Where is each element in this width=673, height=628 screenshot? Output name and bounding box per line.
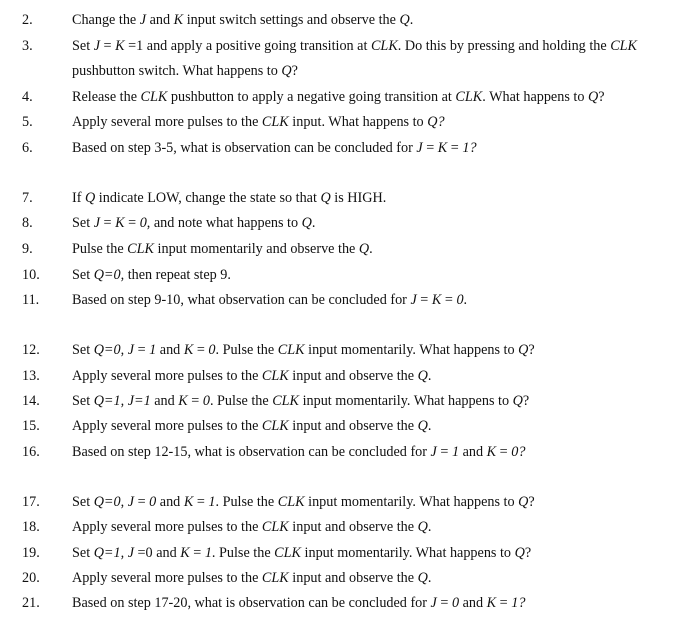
step-text-line <box>72 364 668 389</box>
text-run: input switch settings and observe the <box>183 12 400 28</box>
italic-symbol: K <box>437 140 448 156</box>
italic-symbol: J <box>410 292 417 308</box>
italic-symbol: Q? <box>427 114 445 130</box>
italic-symbol: CLK <box>127 241 154 257</box>
step-text <box>72 566 668 591</box>
italic-symbol: 1 <box>149 342 157 358</box>
italic-symbol: K <box>180 545 190 561</box>
italic-symbol: 1 <box>451 444 460 460</box>
text-run: ? <box>528 494 535 510</box>
step-text <box>72 541 668 566</box>
step-text <box>72 288 668 313</box>
italic-symbol: K <box>431 292 442 308</box>
text-run: . Pulse the <box>215 494 278 510</box>
italic-symbol: J <box>430 444 437 460</box>
text-run: Change the <box>72 12 140 28</box>
text-run: and <box>156 342 184 358</box>
step-number: 5. <box>22 114 33 130</box>
italic-symbol: Q=1, J <box>93 545 134 561</box>
italic-symbol: Q=0, <box>93 267 125 283</box>
text-run: ? <box>522 393 530 409</box>
step-number: 18. <box>22 519 40 535</box>
text-run: . <box>409 12 414 28</box>
italic-symbol: Q <box>587 89 599 105</box>
text-run: input momentarily. What happens to <box>301 545 515 561</box>
text-run: and <box>156 494 184 510</box>
text-run: ? <box>528 342 535 358</box>
text-run: . Pulse the <box>209 393 273 409</box>
text-run: Apply several more pulses to the <box>72 418 262 434</box>
text-run: = <box>496 444 512 460</box>
text-run: Based on step 12-15, what is observation can be concluded for <box>72 444 431 460</box>
step-text-line <box>72 591 668 616</box>
text-run: Apply several more pulses to the <box>72 368 262 384</box>
step-text <box>72 338 668 363</box>
text-run: input momentarily and observe the <box>154 241 359 257</box>
step-number: 17. <box>22 494 40 510</box>
step-text-line <box>72 541 668 566</box>
text-run: Set <box>72 267 94 283</box>
text-run: , <box>120 342 128 358</box>
italic-symbol: K <box>115 38 125 54</box>
italic-symbol: 1 <box>208 494 216 510</box>
italic-symbol: 1? <box>511 595 526 611</box>
step-text-line <box>72 59 668 84</box>
text-run: pushbutton switch. What happens to <box>72 63 282 79</box>
step-number: 12. <box>22 342 40 358</box>
text-run: . Pulse the <box>215 342 278 358</box>
text-run: = <box>436 595 452 611</box>
italic-symbol: Q <box>301 215 312 231</box>
step-text <box>72 136 668 161</box>
text-run: Set <box>72 494 94 510</box>
step-text-line <box>72 186 668 211</box>
italic-symbol: J <box>93 38 100 54</box>
text-run: ? <box>598 89 605 105</box>
italic-symbol: Q <box>281 63 292 79</box>
text-run: indicate LOW, change the state so that <box>95 190 321 206</box>
text-run: = <box>496 595 512 611</box>
italic-symbol: Q <box>417 368 428 384</box>
text-run: and <box>146 12 174 28</box>
text-run: = <box>441 292 457 308</box>
step-number: 16. <box>22 444 40 460</box>
text-run: = <box>100 38 116 54</box>
text-run: Set <box>72 545 94 561</box>
italic-symbol: 0 <box>139 215 147 231</box>
text-run: . <box>427 418 432 434</box>
text-run: pushbutton to apply a negative going transition at <box>167 89 456 105</box>
italic-symbol: Q=0 <box>93 494 121 510</box>
text-run: . <box>369 241 373 257</box>
step-text <box>72 414 668 439</box>
text-run: = <box>187 393 203 409</box>
text-run: ? <box>291 63 298 79</box>
text-run: . <box>311 215 316 231</box>
italic-symbol: CLK <box>455 89 483 105</box>
step-text-line <box>72 8 668 33</box>
italic-symbol: Q <box>518 494 529 510</box>
text-run: . <box>427 519 432 535</box>
text-run: = <box>447 140 463 156</box>
step-text <box>72 211 668 236</box>
text-run: is HIGH. <box>330 190 387 206</box>
italic-symbol: K <box>183 342 194 358</box>
text-run: , <box>120 494 128 510</box>
italic-symbol: J <box>416 140 423 156</box>
italic-symbol: CLK <box>277 494 305 510</box>
italic-symbol: Q <box>85 190 96 206</box>
step-text-line <box>72 389 668 414</box>
text-run: , and note what happens to <box>146 215 302 231</box>
step-text <box>72 85 668 110</box>
step-text-line <box>72 136 668 161</box>
italic-symbol: CLK <box>261 114 289 130</box>
step-text-line <box>72 263 668 288</box>
italic-symbol: CLK <box>272 393 300 409</box>
text-run: Set <box>72 215 94 231</box>
step-text <box>72 389 668 414</box>
step-number: 15. <box>22 418 40 434</box>
italic-symbol: K <box>178 393 188 409</box>
step-text-line <box>72 85 668 110</box>
italic-symbol: CLK <box>610 38 638 54</box>
step-number: 7. <box>22 190 33 206</box>
italic-symbol: 0? <box>511 444 526 460</box>
step-text-line <box>72 515 668 540</box>
italic-symbol: 0 <box>456 292 464 308</box>
step-number: 10. <box>22 267 40 283</box>
step-text-line <box>72 490 668 515</box>
text-run: = <box>193 494 209 510</box>
italic-symbol: J <box>127 494 135 510</box>
step-text-line <box>72 414 668 439</box>
step-number: 21. <box>22 595 40 611</box>
italic-symbol: Q <box>512 393 523 409</box>
text-run: input momentarily. What happens to <box>304 342 519 358</box>
text-run: . Do this by pressing and holding the <box>397 38 611 54</box>
italic-symbol: K <box>173 12 184 28</box>
text-run: input momentarily. What happens to <box>304 494 519 510</box>
italic-symbol: J <box>139 12 147 28</box>
italic-symbol: CLK <box>261 368 289 384</box>
step-text-line <box>72 338 668 363</box>
step-text-line <box>72 440 668 465</box>
text-run: Based on step 3-5, what is observation can be concluded for <box>72 140 417 156</box>
text-run: . <box>427 368 432 384</box>
step-number: 4. <box>22 89 33 105</box>
italic-symbol: Q <box>514 545 525 561</box>
italic-symbol: CLK <box>370 38 398 54</box>
italic-symbol: CLK <box>261 519 289 535</box>
step-text-line <box>72 211 668 236</box>
step-text <box>72 515 668 540</box>
text-run: Set <box>72 393 94 409</box>
step-number: 8. <box>22 215 33 231</box>
text-run: and <box>459 444 487 460</box>
text-run: input and observe the <box>288 519 418 535</box>
italic-symbol: Q <box>358 241 370 257</box>
italic-symbol: 0 <box>451 595 460 611</box>
step-number: 11. <box>22 292 40 308</box>
step-text <box>72 34 668 84</box>
text-run: and <box>150 393 179 409</box>
step-number: 2. <box>22 12 33 28</box>
text-run: Set <box>72 38 94 54</box>
text-run: Based on step 17-20, what is observation can be concluded for <box>72 595 431 611</box>
italic-symbol: Q <box>417 519 428 535</box>
text-run: Release the <box>72 89 141 105</box>
step-text <box>72 263 668 288</box>
italic-symbol: CLK <box>140 89 168 105</box>
text-run: = <box>416 292 432 308</box>
text-run: input. What happens to <box>288 114 428 130</box>
text-run: = <box>422 140 438 156</box>
step-text <box>72 440 668 465</box>
italic-symbol: CLK <box>274 545 301 561</box>
text-run: input and observe the <box>288 418 418 434</box>
text-run: = <box>124 215 140 231</box>
text-run: input and observe the <box>288 368 418 384</box>
italic-symbol: 1? <box>462 140 477 156</box>
step-text <box>72 591 668 616</box>
text-run: Pulse the <box>72 241 128 257</box>
italic-symbol: 0 <box>202 393 210 409</box>
italic-symbol: K <box>183 494 194 510</box>
text-run: input and observe the <box>288 570 418 586</box>
italic-symbol: Q <box>417 570 428 586</box>
text-run: input momentarily. What happens to <box>299 393 513 409</box>
step-text <box>72 110 668 135</box>
italic-symbol: CLK <box>261 570 289 586</box>
text-run: Set <box>72 342 94 358</box>
text-run: . <box>463 292 468 308</box>
step-text-line <box>72 288 668 313</box>
step-number: 20. <box>22 570 40 586</box>
step-text <box>72 237 668 262</box>
italic-symbol: J <box>127 342 135 358</box>
text-run: = <box>193 342 209 358</box>
text-run: . <box>427 570 432 586</box>
text-run: =1 and apply a positive going transition at <box>124 38 371 54</box>
step-number: 3. <box>22 38 33 54</box>
step-text <box>72 8 668 33</box>
step-text <box>72 364 668 389</box>
italic-symbol: Q <box>320 190 331 206</box>
text-run: Apply several more pulses to the <box>72 519 262 535</box>
italic-symbol: J <box>430 595 437 611</box>
text-run: = <box>134 494 150 510</box>
text-run: = <box>189 545 205 561</box>
step-number: 6. <box>22 140 33 156</box>
text-run: = <box>436 444 452 460</box>
step-number: 19. <box>22 545 40 561</box>
italic-symbol: 0 <box>208 342 216 358</box>
text-run: . Pulse the <box>211 545 275 561</box>
text-run: Apply several more pulses to the <box>72 570 262 586</box>
italic-symbol: Q <box>417 418 428 434</box>
text-run: If <box>72 190 85 206</box>
text-run: =0 and <box>134 545 181 561</box>
text-run: = <box>100 215 116 231</box>
text-run: and <box>459 595 487 611</box>
italic-symbol: CLK <box>277 342 305 358</box>
italic-symbol: Q=1, J=1 <box>93 393 151 409</box>
italic-symbol: K <box>486 444 497 460</box>
text-run: then repeat step 9. <box>124 267 231 283</box>
text-run: Apply several more pulses to the <box>72 114 262 130</box>
text-run: Based on step 9-10, what observation can be concluded for <box>72 292 411 308</box>
italic-symbol: K <box>115 215 125 231</box>
text-run: ? <box>524 545 532 561</box>
italic-symbol: J <box>93 215 100 231</box>
italic-symbol: CLK <box>261 418 289 434</box>
italic-symbol: Q <box>518 342 529 358</box>
step-text-line <box>72 237 668 262</box>
step-text-line <box>72 110 668 135</box>
text-run: = <box>134 342 150 358</box>
text-run: . What happens to <box>482 89 588 105</box>
italic-symbol: 1 <box>204 545 212 561</box>
step-text-line <box>72 566 668 591</box>
step-text <box>72 186 668 211</box>
step-number: 14. <box>22 393 40 409</box>
italic-symbol: K <box>486 595 497 611</box>
step-number: 13. <box>22 368 40 384</box>
italic-symbol: 0 <box>149 494 157 510</box>
step-number: 9. <box>22 241 33 257</box>
step-text <box>72 490 668 515</box>
italic-symbol: Q=0 <box>93 342 121 358</box>
italic-symbol: Q <box>399 12 410 28</box>
step-text-line <box>72 34 668 59</box>
